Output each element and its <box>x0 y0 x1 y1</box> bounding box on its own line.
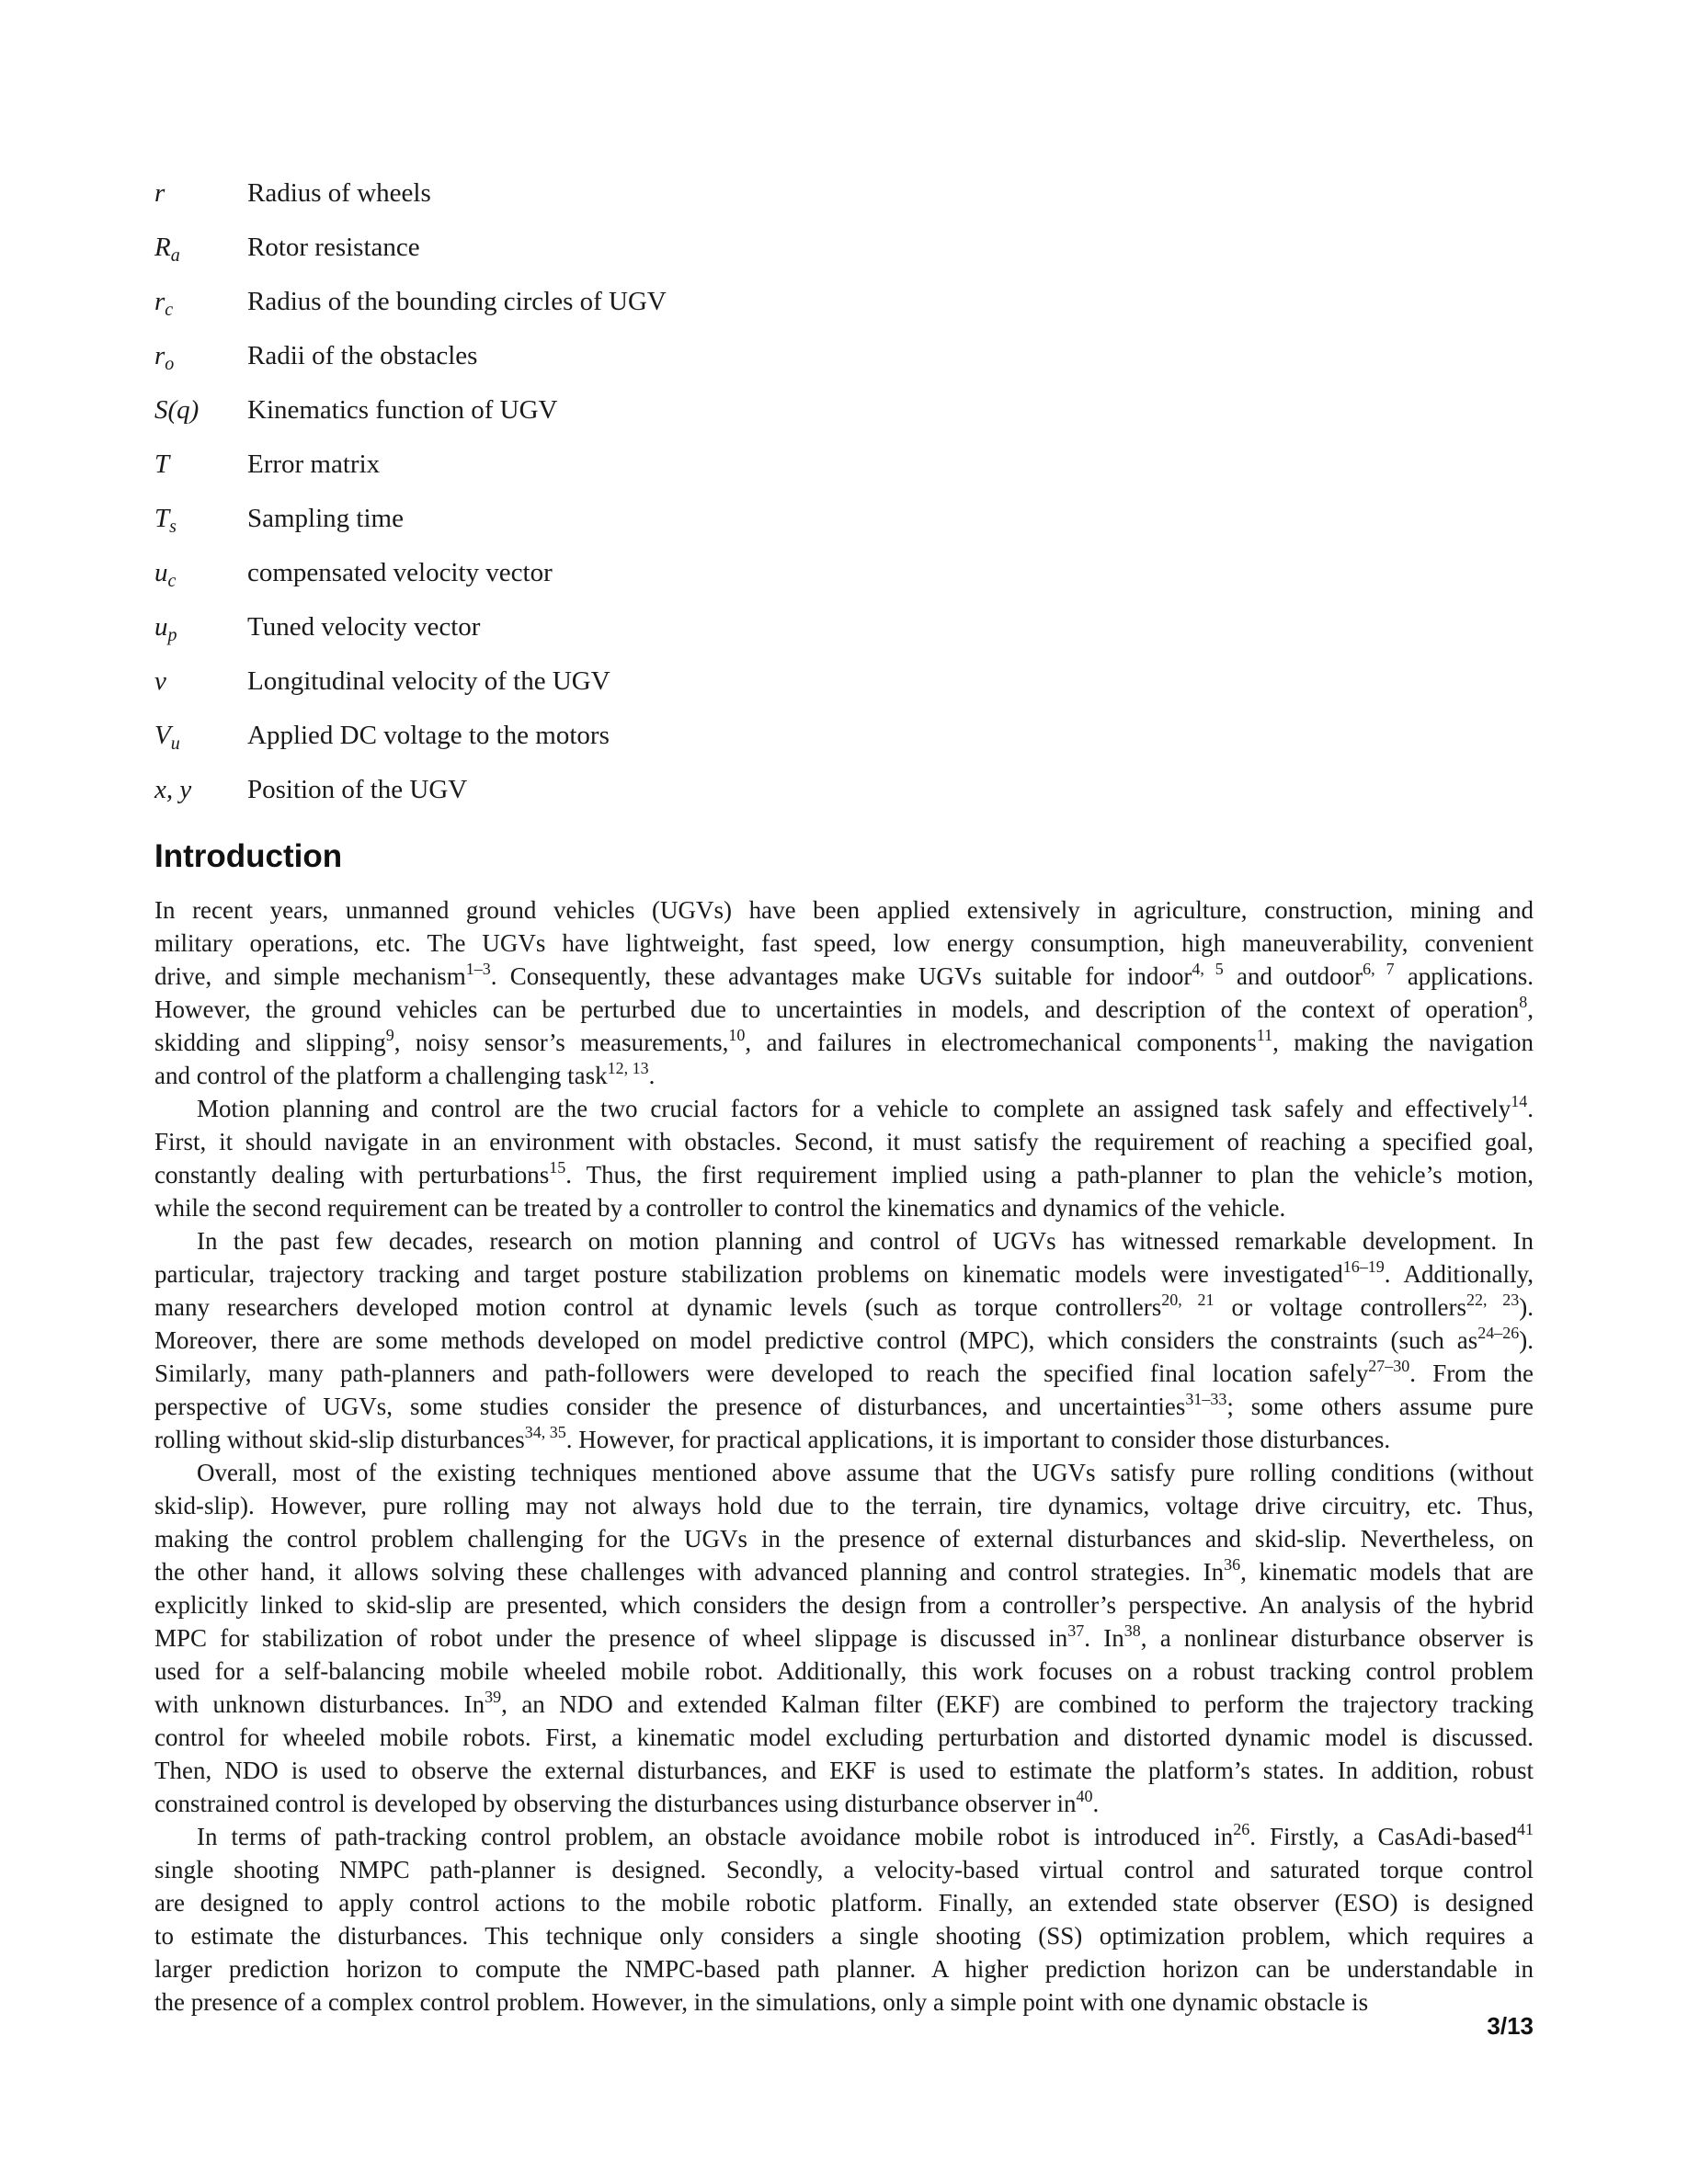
text-line: single shooting NMPC path-planner is designed. Secondly, a velocity-based virtual control and saturated torque control <box>154 1856 1534 1883</box>
text-line: the presence of a complex control problem. However, in the simulations, only a simple point with one dynamic obstacle is <box>154 1988 1369 2016</box>
nomenclature-row <box>154 552 1534 607</box>
nomenclature-row <box>154 227 1534 281</box>
text-line: First, it should navigate in an environment with obstacles. Second, it must satisfy the requirement of reaching a specified goal, <box>154 1128 1534 1155</box>
text-line: are designed to apply control actions to the mobile robotic platform. Finally, an extended state observer (ESO) is designed <box>154 1889 1534 1917</box>
nomenclature-description: Radius of the bounding circles of UGV <box>247 287 667 316</box>
citation-superscript: 16–19 <box>1342 1257 1385 1276</box>
citation-superscript: 11 <box>1256 1026 1273 1044</box>
body-paragraph <box>154 1092 1534 1224</box>
text-line: many researchers developed motion control at dynamic levels (such as torque controllers$^{20, 21}$ or voltage controllers$^{22, 23}$). <box>154 1291 1534 1321</box>
nomenclature-symbol: $r_o$ <box>154 341 175 374</box>
nomenclature-symbol: $u_p$ <box>154 612 177 645</box>
nomenclature-list <box>154 173 1534 824</box>
citation-superscript: 27–30 <box>1368 1357 1410 1375</box>
section-title: Introduction <box>154 838 343 874</box>
text-line: Overall, most of the existing techniques mentioned above assume that the UGVs satisfy pure rolling conditions (without <box>197 1459 1534 1486</box>
text-line: drive, and simple mechanism$^{1-3}$. Consequently, these advantages make UGVs suitable for indoor$^{4, 5}$ and outdoor$^{6, 7}$ applications. <box>154 960 1534 990</box>
body-paragraph <box>154 1820 1534 2019</box>
text-line: and control of the platform a challenging task$^{12, 13}$. <box>154 1059 656 1089</box>
citation-superscript: 38 <box>1123 1621 1141 1640</box>
nomenclature-description: Rotor resistance <box>247 233 420 262</box>
nomenclature-description: Radii of the obstacles <box>247 341 478 370</box>
citation-superscript: 37 <box>1067 1621 1085 1640</box>
text-line: MPC for stabilization of robot under the presence of wheel slippage is discussed $in^{37}$. In$^{38}$, a nonlinear disturbance observer is <box>154 1621 1534 1652</box>
text-line: used for a self-balancing mobile wheeled mobile robot. Additionally, this work focuses on a robust tracking control problem <box>154 1657 1534 1685</box>
text-line: making the control problem challenging for the UGVs in the presence of external disturbances and skid-slip. Nevertheless, on <box>154 1525 1534 1553</box>
text-line: Similarly, many path-planners and path-followers were developed to reach the specified final location safely$^{27-30}$. From the <box>154 1357 1534 1387</box>
nomenclature-row <box>154 444 1534 498</box>
citation-superscript: 40 <box>1076 1787 1093 1805</box>
nomenclature-row <box>154 390 1534 444</box>
text-line: Motion planning and control are the two crucial factors for a vehicle to complete an assigned task safely and effectively$^{14}$. <box>197 1092 1534 1122</box>
text-line: constantly dealing with perturbations$^{15}$. Thus, the first requirement implied using a path-planner to plan the vehicle’s motion, <box>154 1158 1534 1189</box>
nomenclature-row <box>154 715 1534 769</box>
text-line: with unknown disturbances. In$^{39}$, an NDO and extended Kalman filter (EKF) are combined to perform the trajectory tracking <box>154 1688 1534 1718</box>
citation-superscript: 34, 35 <box>524 1423 566 1441</box>
citation-superscript: 12, 13 <box>607 1059 649 1077</box>
text-line: explicitly linked to skid-slip are presented, which considers the design from a controller’s perspective. An analysis of the hybrid <box>154 1591 1534 1619</box>
citation-superscript: 6, 7 <box>1363 960 1395 978</box>
nomenclature-symbol: S(q) <box>154 395 200 425</box>
page-number: 3/13 <box>1487 2012 1534 2040</box>
nomenclature-row <box>154 336 1534 390</box>
text-line: Moreover, there are some methods developed on model predictive control (MPC), which considers the constraints (such $as^{24-26}$). <box>154 1324 1534 1354</box>
nomenclature-row <box>154 769 1534 824</box>
nomenclature-description: Longitudinal velocity of the UGV <box>247 666 610 696</box>
text-line: skidding and slipping$^9$, noisy sensor’s measurements,$^{10}$, and failures in electromechanical components$^{11}$, making the navigation <box>154 1026 1534 1056</box>
text-line: In the past few decades, research on motion planning and control of UGVs has witnessed remarkable development. In <box>197 1227 1534 1255</box>
citation-superscript: 15 <box>549 1158 566 1177</box>
nomenclature-row <box>154 498 1534 552</box>
citation-superscript: 39 <box>485 1688 502 1706</box>
nomenclature-description: Sampling time <box>247 504 404 533</box>
citation-superscript: 10 <box>728 1026 746 1044</box>
text-line: particular, trajectory tracking and target posture stabilization problems on kinematic models were investigated$^{16-19}$. Additionally, <box>154 1257 1534 1288</box>
citation-superscript: 9 <box>385 1026 394 1044</box>
citation-superscript: 24–26 <box>1477 1324 1520 1342</box>
nomenclature-symbol: T <box>154 449 170 479</box>
body-paragraph <box>154 1224 1534 1456</box>
text-line: In terms of path-tracking control problem, an obstacle avoidance mobile robot is introduced $in^{26}$. Firstly, a CasAdi-based$^{41}$ <box>197 1820 1534 1850</box>
nomenclature-description: Radius of wheels <box>247 178 431 208</box>
text-line: However, the ground vehicles can be perturbed due to uncertainties in models, and description of the context of operation$^8$, <box>154 993 1534 1023</box>
body-paragraph <box>154 1456 1534 1820</box>
nomenclature-symbol: $R_a$ <box>154 233 180 266</box>
citation-superscript: 22, 23 <box>1466 1291 1520 1309</box>
citation-superscript: 20, 21 <box>1161 1291 1215 1309</box>
citation-superscript: 8 <box>1519 993 1528 1011</box>
citation-superscript: 14 <box>1511 1092 1528 1110</box>
text-line: In recent years, unmanned ground vehicles (UGVs) have been applied extensively in agriculture, construction, mining and <box>154 896 1534 924</box>
text-line: control for wheeled mobile robots. First, a kinematic model excluding perturbation and distorted dynamic model is discussed. <box>154 1723 1534 1751</box>
nomenclature-symbol: x, y <box>154 775 192 804</box>
citation-superscript: 41 <box>1517 1820 1534 1838</box>
introduction-body <box>154 893 1534 2019</box>
nomenclature-symbol: $u_c$ <box>154 558 177 591</box>
citation-superscript: 4, 5 <box>1192 960 1224 978</box>
nomenclature-description: compensated velocity vector <box>247 558 553 587</box>
text-line: to estimate the disturbances. This technique only considers a single shooting (SS) optimization problem, which requires a <box>154 1922 1534 1950</box>
nomenclature-symbol: $V_u$ <box>154 721 180 754</box>
text-line: constrained control is developed by observing the disturbances using disturbance observer $in^{40}$. <box>154 1787 1100 1817</box>
text-line: rolling without skid-slip disturbances$^{34, 35}$. However, for practical applications, it is important to consider those disturbances. <box>154 1423 1391 1453</box>
text-line: military operations, etc. The UGVs have lightweight, fast speed, low energy consumption, high maneuverability, convenient <box>154 929 1534 957</box>
citation-superscript: 1–3 <box>465 960 491 978</box>
nomenclature-description: Error matrix <box>247 449 381 479</box>
nomenclature-symbol: $r_c$ <box>154 287 174 320</box>
body-paragraph <box>154 893 1534 1092</box>
nomenclature-symbol: v <box>154 666 166 696</box>
citation-superscript: 31–33 <box>1185 1390 1227 1408</box>
nomenclature-description: Applied DC voltage to the motors <box>247 721 610 750</box>
nomenclature-row <box>154 173 1534 227</box>
text-line: larger prediction horizon to compute the NMPC-based path planner. A higher prediction horizon can be understandable in <box>154 1955 1534 1983</box>
nomenclature-symbol: r <box>154 178 165 208</box>
nomenclature-description: Position of the UGV <box>247 775 468 804</box>
nomenclature-row <box>154 607 1534 661</box>
nomenclature-description: Kinematics function of UGV <box>247 395 558 425</box>
text-line: while the second requirement can be treated by a controller to control the kinematics and dynamics of the vehicle. <box>154 1194 1286 1222</box>
text-line: skid-slip). However, pure rolling may not always hold due to the terrain, tire dynamics, voltage drive circuitry, etc. Thus, <box>154 1492 1534 1519</box>
citation-superscript: 26 <box>1233 1820 1250 1838</box>
citation-superscript: 36 <box>1224 1555 1241 1574</box>
nomenclature-row <box>154 661 1534 715</box>
nomenclature-symbol: $T_s$ <box>154 504 177 537</box>
nomenclature-description: Tuned velocity vector <box>247 612 481 642</box>
text-line: Then, NDO is used to observe the external disturbances, and EKF is used to estimate the platform’s states. In addition, robust <box>154 1757 1534 1784</box>
text-line: perspective of UGVs, some studies consider the presence of disturbances, and uncertainties$^{31-33}$; some others assume pure <box>154 1390 1534 1420</box>
text-line: the other hand, it allows solving these challenges with advanced planning and control strategies. In$^{36}$, kinematic models that are <box>154 1555 1534 1586</box>
nomenclature-row <box>154 281 1534 336</box>
